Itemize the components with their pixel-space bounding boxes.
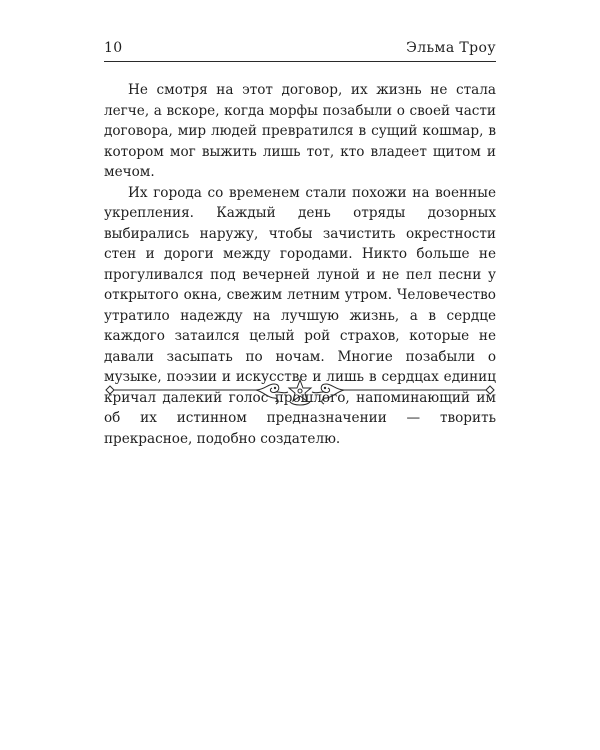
right-diamond-icon	[486, 386, 494, 394]
left-diamond-icon	[106, 386, 114, 394]
page-number: 10	[104, 40, 123, 56]
floral-divider-icon	[104, 376, 496, 412]
header-rule	[104, 61, 496, 62]
paragraph-2: Их города со временем стали похожи на военные укрепления. Каждый день отряды дозорных выбирались наружу, чтобы зачистить окрестности стен и дороги между городами. Никто больше не прогуливался под вечерней луной и не пел песни у открытого окна, свежим летним утром. Человечество утратило надежду на лучшую жизнь, а в сердце каждого затаился целый рой страхов, которые не давали засыпать по ночам. Многие позабыли о музыке, поэзии и искусстве и лишь в сердцах единиц кричал далекий голос прошлого, напоминающий им об их истинном предназначении — творить прекрасное, подобно создателю.	[104, 184, 496, 447]
paragraph-1: Не смотря на этот договор, их жизнь не стала легче, а вскоре, когда морфы позабыли о своей части договора, мир людей превратился в сущий кошмар, в котором мог выжить лишь тот, кто владеет щитом и мечом.	[104, 82, 496, 180]
running-title: Эльма Троу	[406, 40, 496, 56]
